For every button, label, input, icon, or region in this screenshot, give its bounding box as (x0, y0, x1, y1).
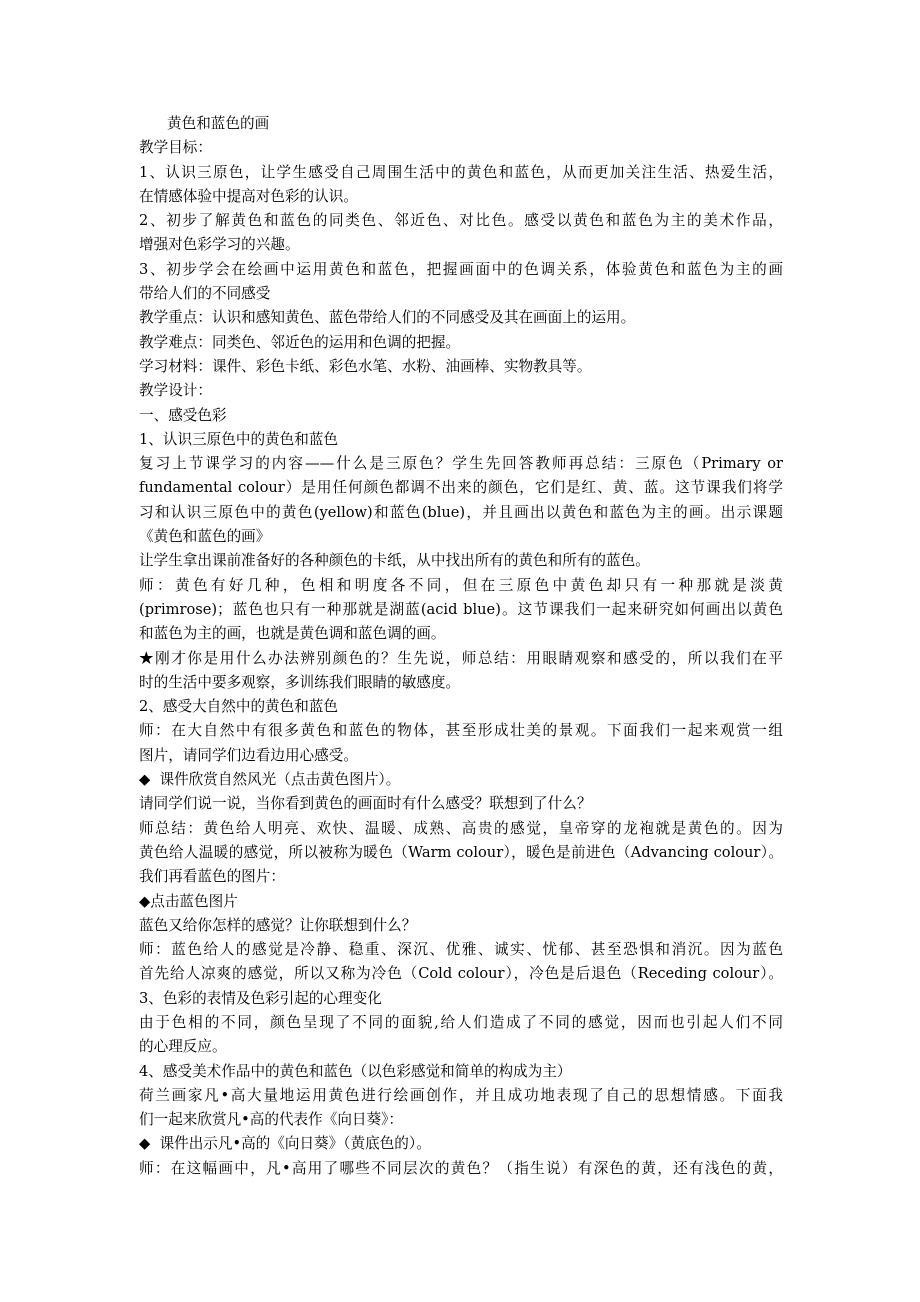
text-line: 教学难点：同类色、邻近色的运用和色调的把握。 (139, 333, 461, 351)
text-line: (primrose)；蓝色也只有一种那就是湖蓝(acid blue)。这节课我们一起来研究如何画出以黄色 (139, 600, 783, 618)
text-line: ◆ 课件出示凡•高的《向日葵》（黄底色的）。 (139, 1135, 431, 1153)
text-line: 4、感受美术作品中的黄色和蓝色（以色彩感觉和简单的构成为主） (139, 1062, 572, 1080)
text-line: ◆点击蓝色图片 (139, 892, 238, 910)
text-line: 和蓝色为主的画，也就是黄色调和蓝色调的画。 (139, 625, 446, 643)
text-line: 蓝色又给你怎样的感觉？让你联想到什么？ (139, 916, 417, 934)
text-line: 师：在这幅画中，凡•高用了哪些不同层次的黄色？（指生说）有深色的黄，还有浅色的黄， (139, 1159, 783, 1177)
text-line: ◆ 课件欣赏自然风光（点击黄色图片）。 (139, 771, 401, 789)
text-line: 1、认识三原色，让学生感受自己周围生活中的黄色和蓝色，从而更加关注生活、热爱生活， (139, 163, 783, 181)
text-line: 教学重点：认识和感知黄色、蓝色带给人们的不同感受及其在画面上的运用。 (139, 309, 636, 327)
text-line: 学习材料：课件、彩色卡纸、彩色水笔、水粉、油画棒、实物教具等。 (139, 357, 592, 375)
text-line: 1、认识三原色中的黄色和蓝色 (139, 430, 339, 448)
text-line: 教学目标： (139, 139, 212, 157)
text-line: 图片，请同学们边看边用心感受。 (139, 746, 358, 764)
text-line: 师：蓝色给人的感觉是冷静、稳重、深沉、优雅、诚实、忧郁、甚至恐惧和消沉。因为蓝色 (139, 941, 783, 959)
text-line: fundamental colour）是用任何颜色都调不出来的颜色，它们是红、黄、蓝。这节课我们将学 (139, 479, 783, 497)
text-line: 2、初步了解黄色和蓝色的同类色、邻近色、对比色。感受以黄色和蓝色为主的美术作品， (139, 212, 783, 230)
text-line: 增强对色彩学习的兴趣。 (139, 236, 300, 254)
text-line: 荷兰画家凡•高大量地运用黄色进行绘画创作，并且成功地表现了自己的思想情感。下面我 (139, 1086, 783, 1104)
text-line: 带给人们的不同感受 (139, 285, 271, 303)
text-line: 2、感受大自然中的黄色和蓝色 (139, 698, 339, 716)
text-line: 师：黄色有好几种，色相和明度各不同，但在三原色中黄色却只有一种那就是淡黄 (139, 576, 783, 594)
document-page (139, 112, 783, 1181)
text-line: 《黄色和蓝色的画》 (139, 528, 271, 546)
document-title: 黄色和蓝色的画 (167, 115, 270, 132)
text-line: 习和认识三原色中的黄色(yellow)和蓝色(blue)，并且画出以黄色和蓝色为主的画。出示课题 (139, 503, 783, 521)
text-line: 一、感受色彩 (139, 406, 227, 424)
text-line: 3、色彩的表情及色彩引起的心理变化 (139, 989, 382, 1007)
text-line: 教学设计： (139, 382, 212, 400)
text-line: 请同学们说一说，当你看到黄色的画面时有什么感受？联想到了什么？ (139, 795, 592, 813)
document-body (139, 136, 783, 1181)
text-line: 3、初步学会在绘画中运用黄色和蓝色，把握画面中的色调关系，体验黄色和蓝色为主的画 (139, 260, 783, 278)
text-line: 的心理反应。 (139, 1038, 227, 1056)
text-line: 首先给人凉爽的感觉，所以又称为冷色（Cold colour），冷色是后退色（Receding colour）。 (139, 965, 783, 983)
text-line: 由于色相的不同，颜色呈现了不同的面貌,给人们造成了不同的感觉，因而也引起人们不同 (139, 1013, 783, 1031)
text-line: 我们再看蓝色的图片： (139, 868, 285, 886)
text-line: 们一起来欣赏凡•高的代表作《向日葵》： (139, 1111, 403, 1129)
text-line: 时的生活中要多观察，多训练我们眼睛的敏感度。 (139, 673, 461, 691)
text-line: 让学生拿出课前准备好的各种颜色的卡纸，从中找出所有的黄色和所有的蓝色。 (139, 552, 650, 570)
text-line: ★刚才你是用什么办法辨别颜色的？生先说，师总结：用眼睛观察和感受的，所以我们在平 (139, 649, 783, 667)
text-line: 在情感体验中提高对色彩的认识。 (139, 187, 358, 205)
text-line: 黄色给人温暖的感觉，所以被称为暖色（Warm colour），暖色是前进色（Advancing colour）。 (139, 843, 783, 861)
text-line: 师总结：黄色给人明亮、欢快、温暖、成熟、高贵的感觉，皇帝穿的龙袍就是黄色的。因为 (139, 819, 783, 837)
text-line: 复习上节课学习的内容——什么是三原色？学生先回答教师再总结：三原色（Primary or (139, 455, 783, 473)
text-line: 师：在大自然中有很多黄色和蓝色的物体，甚至形成壮美的景观。下面我们一起来观赏一组 (139, 722, 783, 740)
